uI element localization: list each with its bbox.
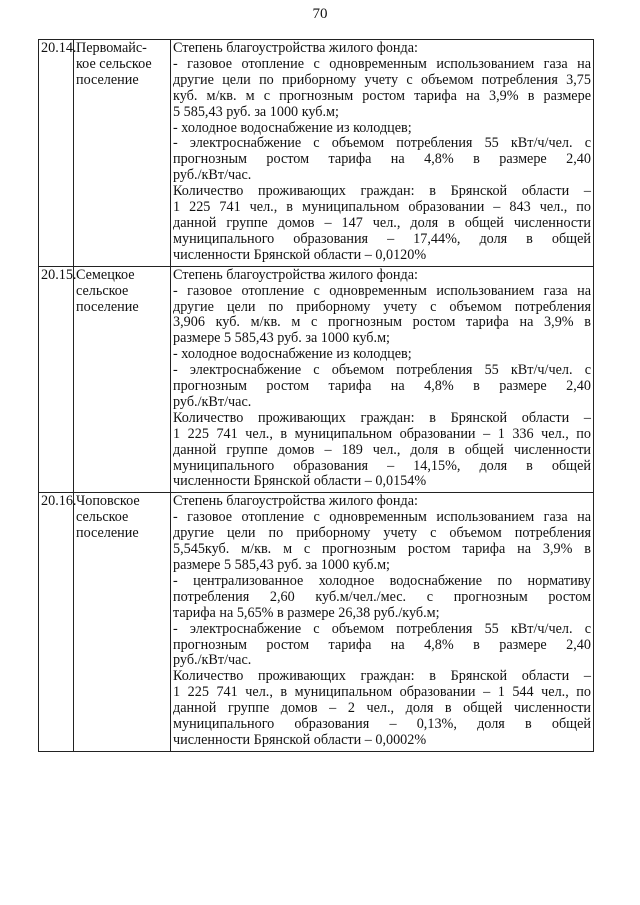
page-number: 70: [312, 6, 328, 22]
description-line: размере 5 585,43 руб. за 1000 куб.м;: [173, 557, 390, 573]
settlement-name: [74, 40, 171, 267]
description-line: - электроснабжение с объемом потребления 55 кВт/ч/чел. с: [173, 362, 591, 379]
description-line: - газовое отопление с одновременным использованием газа на: [173, 509, 591, 526]
description-line: другие цели по приборному учету с объемом потребления 3,75: [173, 71, 591, 88]
row-number: 20.15.: [39, 266, 74, 493]
description-line: муниципального образования – 0,13%, доля в общей: [173, 716, 591, 733]
settlement-name-line: Первомайс-: [76, 40, 147, 56]
table-body: [39, 40, 594, 752]
row-number: 20.16.: [39, 493, 74, 752]
description-line: руб./кВт/час.: [173, 167, 252, 184]
description-line: тарифа на 5,65% в размере 26,38 руб./куб.м;: [173, 604, 440, 621]
description-line: данной группе домов – 2 чел., доля в общей численности: [173, 700, 591, 717]
description-line: руб./кВт/час.: [173, 393, 252, 410]
description-line: данной группе домов – 147 чел., доля в общей численности: [173, 214, 591, 231]
description-line: Степень благоустройства жилого фонда:: [173, 266, 418, 283]
settlement-name-line: Семецкое: [76, 266, 135, 283]
description-line: муниципального образования – 17,44%, доля в общей: [173, 230, 591, 247]
settlement-description: [171, 40, 594, 267]
description-line: Количество проживающих граждан: в Брянской области –: [173, 183, 591, 200]
description-line: - холодное водоснабжение из колодцев;: [173, 346, 412, 363]
row-number: 20.14.: [39, 40, 74, 267]
description-line: потребления 2,60 куб.м/чел./мес. с прогнозным ростом: [173, 588, 591, 605]
description-line: - холодное водоснабжение из колодцев;: [173, 119, 412, 136]
description-line: 1 225 741 чел., в муниципальном образовании – 1 544 чел., по: [173, 684, 591, 701]
settlement-name: [74, 266, 171, 493]
description-line: руб./кВт/час.: [173, 652, 252, 669]
description-line: прогнозным ростом тарифа на 4,8% в размере 2,40: [173, 378, 591, 395]
description-line: - газовое отопление с одновременным использованием газа на: [173, 55, 591, 72]
description-line: Степень благоустройства жилого фонда:: [173, 493, 418, 510]
description-line: - электроснабжение с объемом потребления 55 кВт/ч/чел. с: [173, 135, 591, 152]
description-line: размере 5 585,43 руб. за 1000 куб.м;: [173, 330, 390, 347]
settlement-name-line: поселение: [76, 71, 139, 88]
settlement-name-line: сельское: [76, 509, 129, 526]
description-line: Количество проживающих граждан: в Брянской области –: [173, 409, 591, 426]
description-line: - электроснабжение с объемом потребления 55 кВт/ч/чел. с: [173, 620, 591, 637]
table-row: [39, 266, 594, 493]
description-line: прогнозным ростом тарифа на 4,8% в размере 2,40: [173, 151, 591, 168]
settlement-description: [171, 266, 594, 493]
settlement-name-line: Чоповское: [76, 493, 140, 510]
description-line: 3,906 куб. м/кв. м с прогнозным ростом тарифа на 3,9% в: [173, 314, 591, 331]
settlement-name-line: сельское: [76, 282, 129, 299]
description-line: 1 225 741 чел., в муниципальном образовании – 1 336 чел., по: [173, 425, 591, 442]
table-row: [39, 40, 594, 267]
description-line: данной группе домов – 189 чел., доля в общей численности: [173, 441, 591, 458]
table-row: [39, 493, 594, 752]
description-line: куб. м/кв. м с прогнозным ростом тарифа на 3,9% в размере: [173, 87, 591, 104]
description-line: Количество проживающих граждан: в Брянской области –: [173, 668, 591, 685]
settlements-table: [38, 39, 594, 752]
description-line: 5 585,43 руб. за 1000 куб.м;: [173, 103, 339, 120]
description-line: 5,545куб. м/кв. м с прогнозным ростом тарифа на 3,9% в: [173, 541, 591, 558]
description-line: Степень благоустройства жилого фонда:: [173, 40, 418, 56]
settlement-name: [74, 493, 171, 752]
settlement-name-line: поселение: [76, 525, 139, 542]
description-line: - газовое отопление с одновременным использованием газа на: [173, 282, 591, 299]
description-line: муниципального образования – 14,15%, доля в общей: [173, 457, 591, 474]
settlement-name-line: поселение: [76, 298, 139, 315]
description-line: численности Брянской области – 0,0002%: [173, 731, 427, 748]
description-line: прогнозным ростом тарифа на 4,8% в размере 2,40: [173, 636, 591, 653]
description-line: другие цели по приборному учету с объемом потребления: [173, 525, 591, 542]
description-line: численности Брянской области – 0,0154%: [173, 473, 427, 490]
description-line: - централизованное холодное водоснабжение по нормативу: [173, 572, 591, 589]
description-line: 1 225 741 чел., в муниципальном образовании – 843 чел., по: [173, 199, 591, 216]
settlement-name-line: кое сельское: [76, 55, 152, 72]
settlement-description: [171, 493, 594, 752]
description-line: другие цели по приборному учету с объемом потребления: [173, 298, 591, 315]
description-line: численности Брянской области – 0,0120%: [173, 246, 427, 263]
